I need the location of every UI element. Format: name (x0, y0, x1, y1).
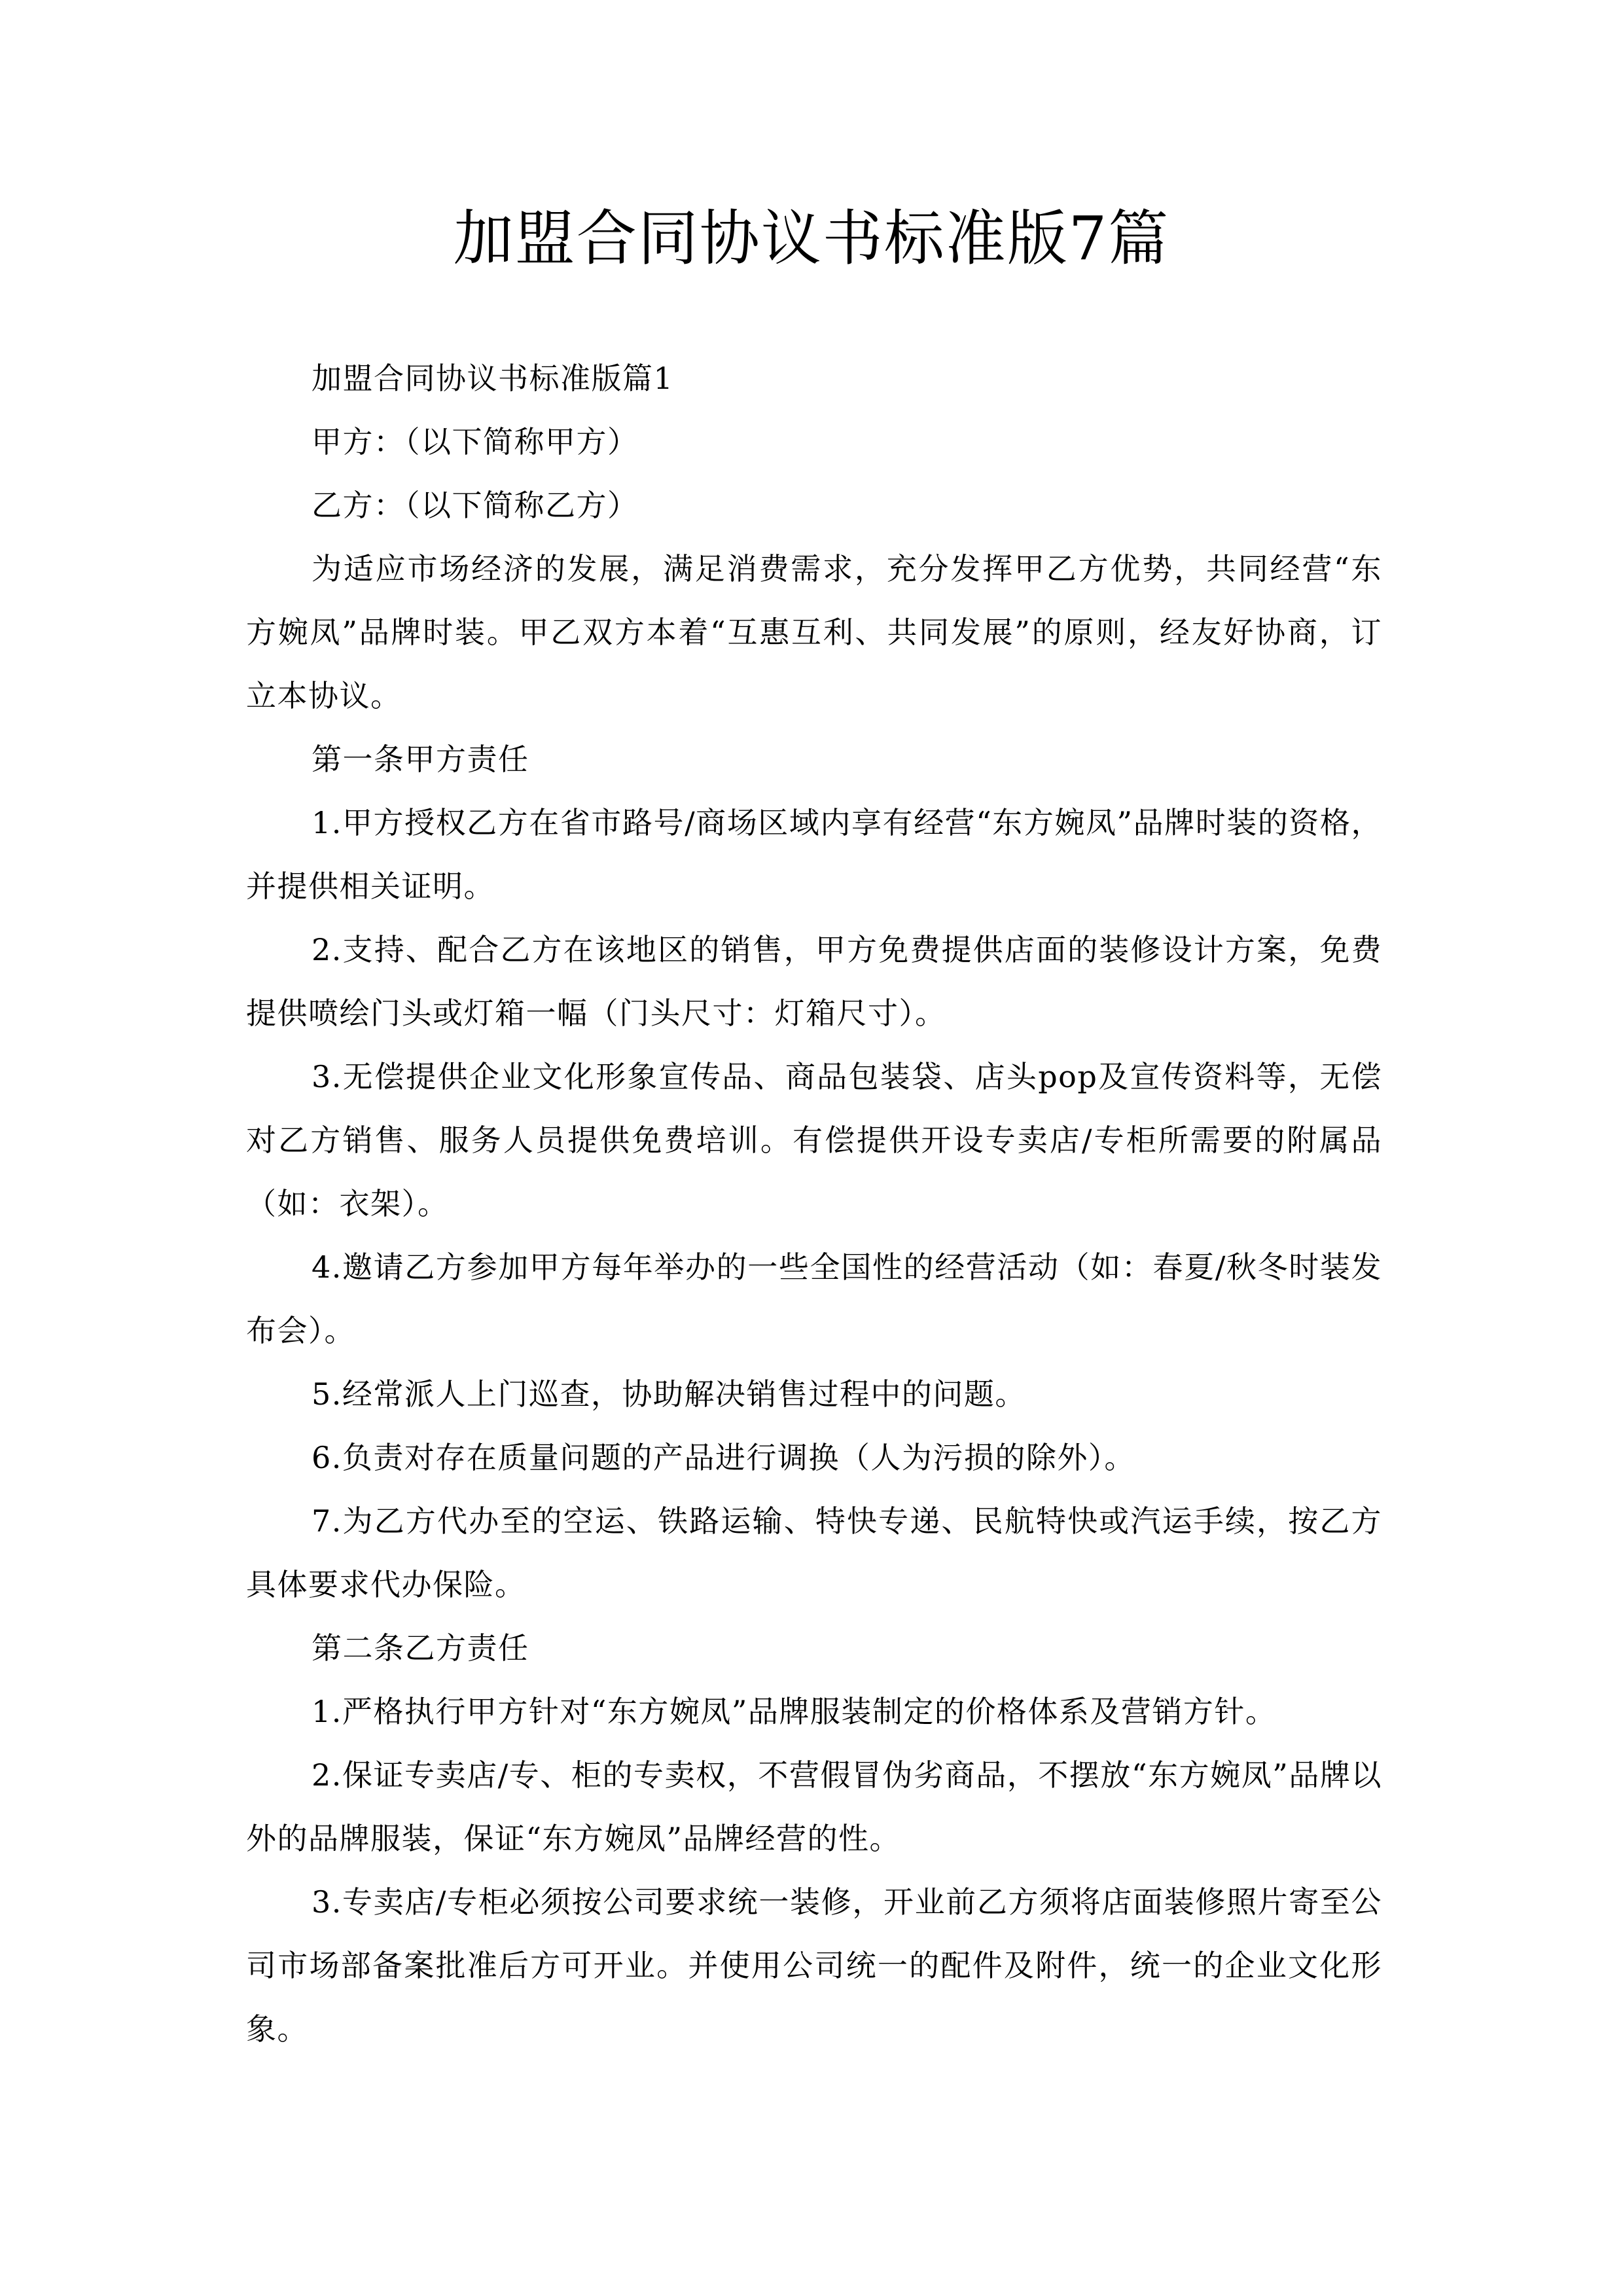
article-1-heading: 第一条甲方责任 (312, 742, 529, 777)
article-1-clause-6: 6.负责对存在质量问题的产品进行调换（人为污损的除外）。 (312, 1440, 1135, 1475)
article-1-clause-7: 7.为乙方代办至的空运、铁路运输、特快专递、民航特快或汽运手续，按乙方具体要求代办保险。 (246, 1503, 1382, 1602)
article-2-heading: 第二条乙方责任 (312, 1630, 529, 1666)
article-2-clause-2: 2.保证专卖店/专、柜的专卖权，不营假冒伪劣商品，不摆放“东方婉凤”品牌以外的品牌服装，保证“东方婉凤”品牌经营的性。 (246, 1757, 1382, 1856)
party-a-line: 甲方：（以下简称甲方） (312, 424, 639, 459)
article-1-clause-4: 4.邀请乙方参加甲方每年举办的一些全国性的经营活动（如：春夏/秋冬时装发布会）。 (246, 1249, 1382, 1348)
article-1-clause-3: 3.无偿提供企业文化形象宣传品、商品包装袋、店头pop及宣传资料等，无偿对乙方销售、服务人员提供免费培训。有偿提供开设专卖店/专柜所需要的附属品（如：衣架）。 (246, 1059, 1382, 1221)
party-b-line: 乙方：（以下简称乙方） (312, 488, 639, 523)
article-1-clause-5: 5.经常派人上门巡查，协助解决销售过程中的问题。 (312, 1376, 1026, 1412)
article-1-clause-1: 1.甲方授权乙方在省市路号/商场区域内享有经营“东方婉凤”品牌时装的资格，并提供相关证明。 (246, 805, 1382, 904)
article-2-clause-3: 3.专卖店/专柜必须按公司要求统一装修，开业前乙方须将店面装修照片寄至公司市场部备案批准后方可开业。并使用公司统一的配件及附件，统一的企业文化形象。 (246, 1884, 1382, 2047)
article-1-clause-2: 2.支持、配合乙方在该地区的销售，甲方免费提供店面的装修设计方案，免费提供喷绘门头或灯箱一幅（门头尺寸：灯箱尺寸）。 (246, 932, 1382, 1031)
article-2-clause-1: 1.严格执行甲方针对“东方婉凤”品牌服装制定的价格体系及营销方针。 (312, 1694, 1277, 1729)
section-subtitle: 加盟合同协议书标准版篇1 (312, 361, 674, 396)
document-title: 加盟合同协议书标准版7篇 (453, 204, 1170, 274)
document-body (246, 347, 1382, 2061)
preamble-paragraph: 为适应市场经济的发展，满足消费需求，充分发挥甲乙方优势，共同经营“东方婉凤”品牌时装。甲乙双方本着“互惠互利、共同发展”的原则，经友好协商，订立本协议。 (246, 551, 1382, 713)
